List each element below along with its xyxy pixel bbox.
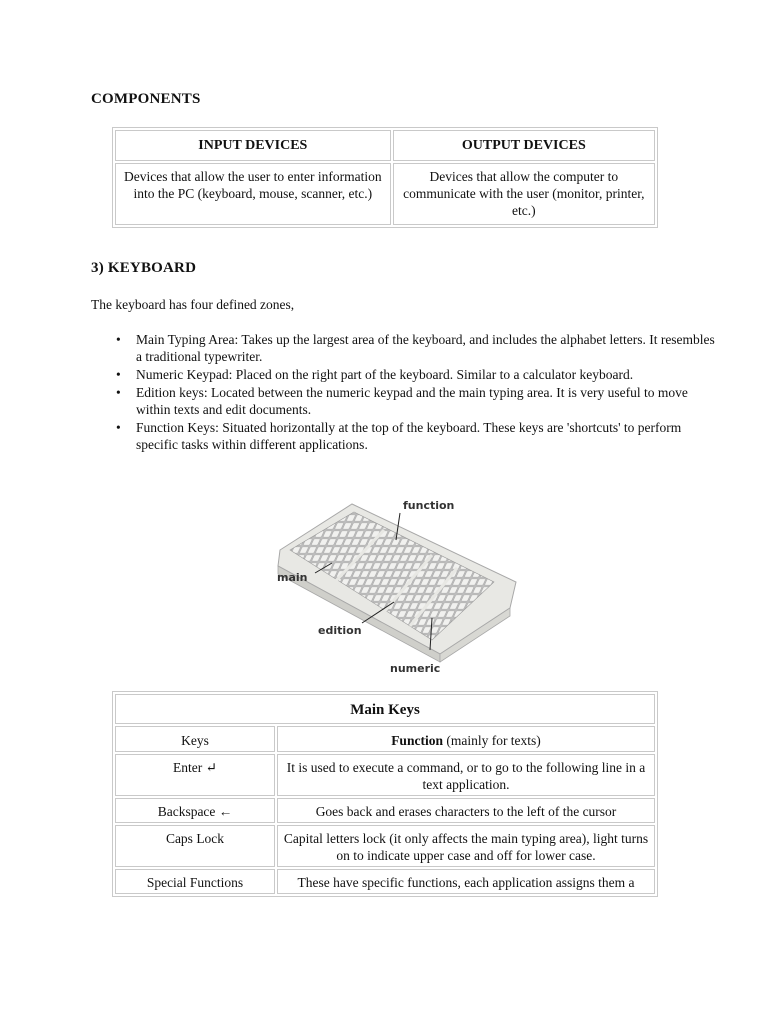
- table-row: [115, 754, 655, 796]
- key-cell: Enter ↵: [115, 754, 275, 796]
- function-cell: Goes back and erases characters to the left of the cursor: [277, 798, 655, 823]
- key-cell: Special Functions: [115, 869, 275, 894]
- input-devices-desc: Devices that allow the user to enter information into the PC (keyboard, mouse, scanner, etc.): [115, 163, 391, 225]
- function-cell: It is used to execute a command, or to go to the following line in a text application.: [277, 754, 655, 796]
- list-item: [116, 331, 716, 365]
- bullet-icon: •: [116, 420, 121, 435]
- table-row: [115, 869, 655, 894]
- function-column-header: [277, 726, 655, 752]
- output-devices-header: OUTPUT DEVICES: [393, 130, 655, 161]
- function-header-rest: (mainly for texts): [442, 732, 541, 748]
- main-label: main: [277, 571, 308, 584]
- table-row: [115, 798, 655, 823]
- function-header-bold: Function: [391, 732, 443, 748]
- function-cell: Capital letters lock (it only affects the main typing area), light turns on to indicate upper case and off for lower case.: [277, 825, 655, 867]
- output-devices-desc: Devices that allow the computer to communicate with the user (monitor, printer, etc.): [393, 163, 655, 225]
- keyboard-intro: The keyboard has four defined zones,: [91, 297, 295, 312]
- components-table: [112, 127, 658, 228]
- list-item: [116, 384, 716, 418]
- bullet-icon: •: [116, 332, 121, 347]
- components-desc-row: [115, 163, 655, 225]
- key-cell: Backspace ←: [115, 798, 275, 823]
- components-header-row: [115, 130, 655, 161]
- table-row: [115, 825, 655, 867]
- main-keys-title-row: [115, 694, 655, 724]
- keyboard-zones-list: [91, 331, 716, 454]
- bullet-icon: •: [116, 367, 121, 382]
- input-devices-header: INPUT DEVICES: [115, 130, 391, 161]
- main-keys-title: Main Keys: [115, 694, 655, 724]
- keyboard-diagram: [272, 490, 522, 680]
- zone-text: Edition keys: Located between the numeric keypad and the main typing area. It is very useful to move within texts and edit documents.: [136, 385, 688, 417]
- keyboard-heading: 3) KEYBOARD: [91, 260, 197, 276]
- zone-text: Main Typing Area: Takes up the largest area of the keyboard, and includes the alphabet letters. It resembles a traditional typewriter.: [136, 332, 715, 364]
- list-item: [116, 366, 716, 383]
- keys-column-header: Keys: [115, 726, 275, 752]
- zone-text: Function Keys: Situated horizontally at the top of the keyboard. These keys are 'shortcuts' to perform specific tasks within different applications.: [136, 420, 682, 452]
- components-heading: COMPONENTS: [91, 91, 201, 107]
- numeric-label: numeric: [390, 662, 441, 675]
- edition-label: edition: [318, 624, 362, 637]
- zone-text: Numeric Keypad: Placed on the right part of the keyboard. Similar to a calculator keyboard.: [136, 367, 634, 382]
- function-label: function: [403, 499, 455, 512]
- list-item: [116, 419, 716, 453]
- main-keys-table: [112, 691, 658, 897]
- main-keys-header-row: [115, 726, 655, 752]
- key-cell: Caps Lock: [115, 825, 275, 867]
- function-cell: These have specific functions, each application assigns them a: [277, 869, 655, 894]
- bullet-icon: •: [116, 385, 121, 400]
